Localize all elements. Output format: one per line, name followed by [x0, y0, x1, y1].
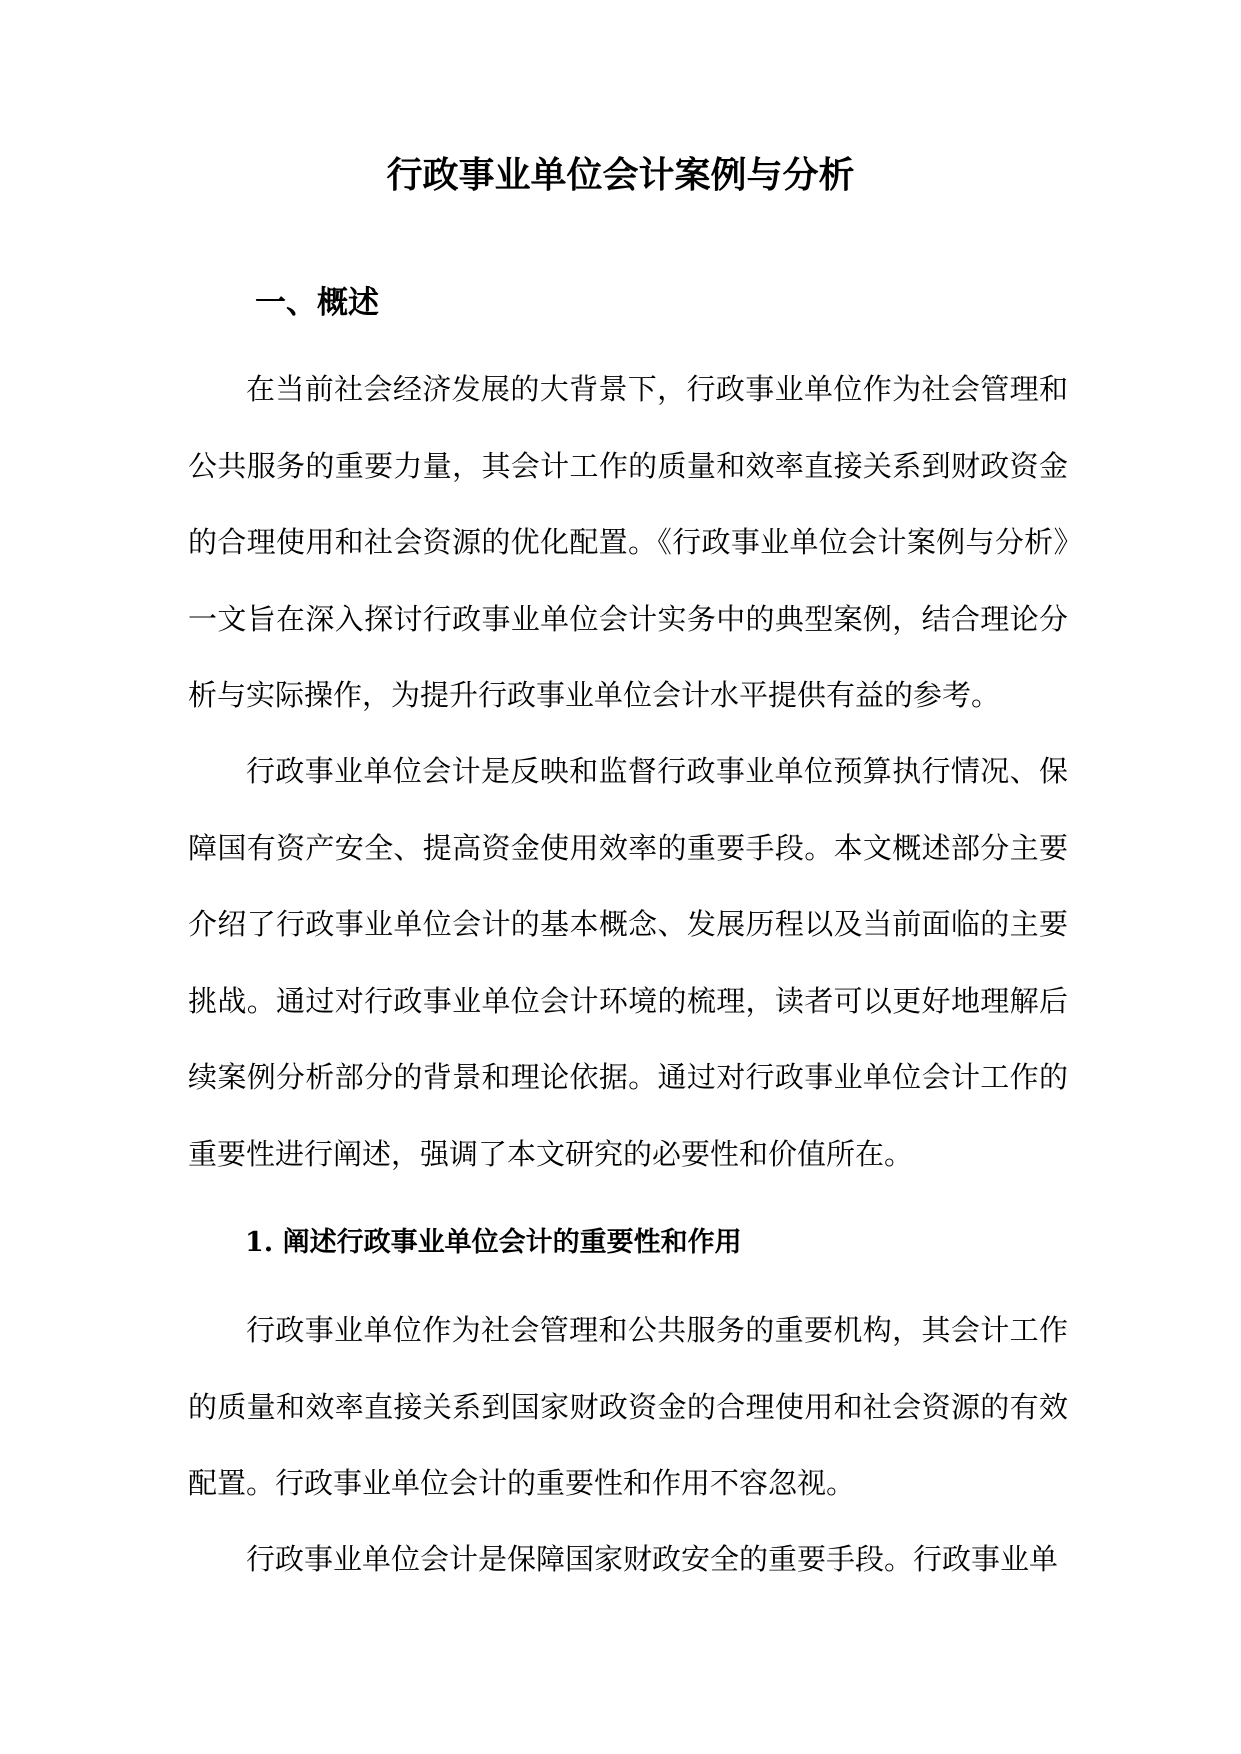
paragraph: 行政事业单位会计是反映和监督行政事业单位预算执行情况、保障国有资产安全、提高资金使用效率的重要手段。本文概述部分主要介绍了行政事业单位会计的基本概念、发展历程以及当前面临的主要挑战。通过对行政事业单位会计环境的梳理，读者可以更好地理解后续案例分析部分的背景和理论依据。通过对行政事业单位会计工作的重要性进行阐述，强调了本文研究的必要性和价值所在。 [188, 754, 1068, 1171]
paragraph: 行政事业单位作为社会管理和公共服务的重要机构，其会计工作的质量和效率直接关系到国家财政资金的合理使用和社会资源的有效配置。行政事业单位会计的重要性和作用不容忽视。 [188, 1313, 1068, 1500]
section-heading-overview: 一、概述 [255, 285, 379, 321]
paragraph: 行政事业单位会计是保障国家财政安全的重要手段。行政事业单 [246, 1542, 1059, 1576]
paragraph: 在当前社会经济发展的大背景下，行政事业单位作为社会管理和公共服务的重要力量，其会计工作的质量和效率直接关系到财政资金的合理使用和社会资源的优化配置。《行政事业单位会计案例与分析》一文旨在深入探讨行政事业单位会计实务中的典型案例，结合理论分析与实际操作，为提升行政事业单位会计水平提供有益的参考。 [188, 372, 1068, 712]
subsection-heading: 1. 阐述行政事业单位会计的重要性和作用 [245, 1227, 742, 1258]
document-title: 行政事业单位会计案例与分析 [386, 154, 855, 196]
